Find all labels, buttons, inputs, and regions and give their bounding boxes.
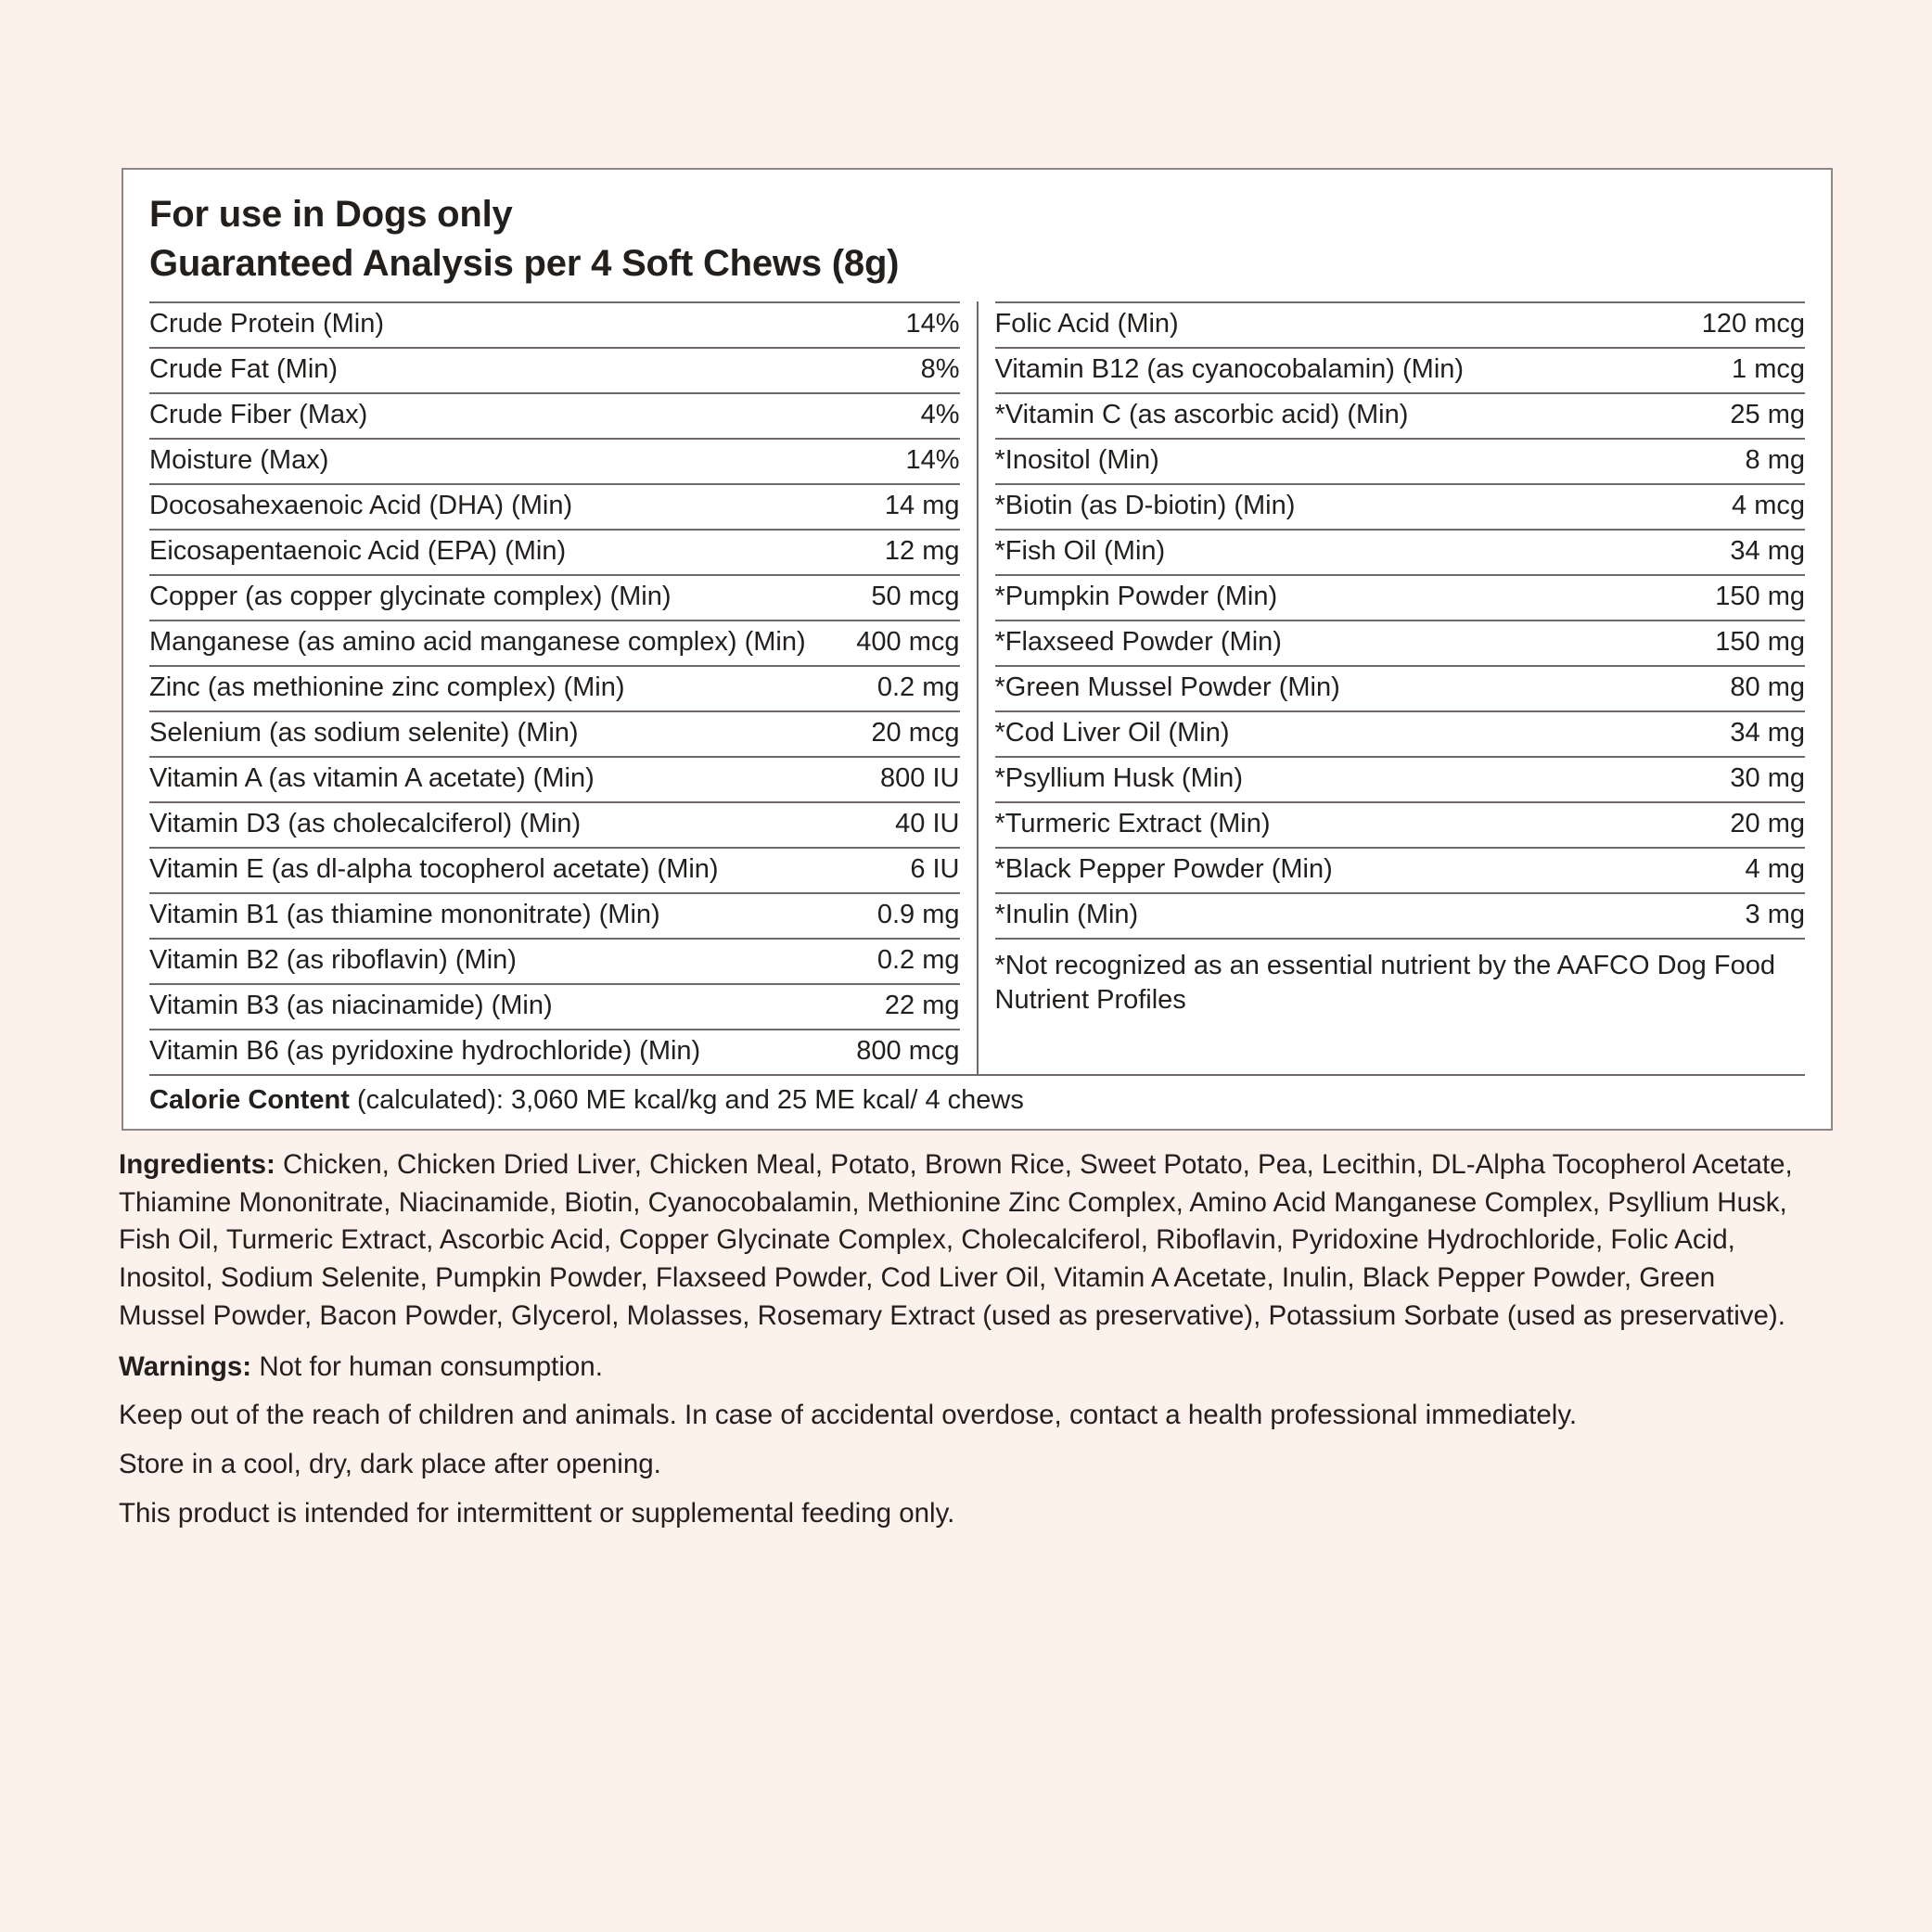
nutrient-name: Vitamin B6 (as pyridoxine hydrochloride) (Min)	[149, 1038, 701, 1066]
nutrient-name: Vitamin D3 (as cholecalciferol) (Min)	[149, 811, 582, 838]
guaranteed-analysis-grid	[149, 301, 1805, 1074]
nutrient-value: 34 mg	[1730, 718, 1805, 748]
guaranteed-analysis-row	[995, 392, 1806, 438]
nutrient-value: 800 mcg	[856, 1036, 960, 1067]
nutrient-value: 150 mg	[1715, 627, 1805, 658]
guaranteed-analysis-row	[995, 665, 1806, 710]
warnings-label: Warnings:	[119, 1350, 252, 1382]
label-body-copy	[119, 1146, 1798, 1543]
nutrient-name: *Turmeric Extract (Min)	[994, 811, 1271, 838]
guaranteed-analysis-row	[149, 847, 960, 892]
nutrient-value: 4 mg	[1745, 854, 1805, 885]
nutrient-value: 8%	[920, 354, 960, 385]
guaranteed-analysis-row	[995, 483, 1806, 529]
nutrient-value: 25 mg	[1730, 400, 1805, 430]
nutrient-name: Selenium (as sodium selenite) (Min)	[149, 720, 579, 748]
nutrient-name: Copper (as copper glycinate complex) (Min)	[149, 583, 672, 611]
nutrient-name: Folic Acid (Min)	[994, 311, 1179, 339]
nutrient-name: *Flaxseed Powder (Min)	[994, 629, 1282, 657]
nutrient-value: 80 mg	[1730, 672, 1805, 703]
nutrient-name: Manganese (as amino acid manganese complex) (Min)	[149, 629, 806, 657]
calorie-content-row	[149, 1074, 1805, 1116]
guaranteed-analysis-right-column	[977, 301, 1806, 1074]
nutrient-value: 50 mcg	[871, 582, 960, 612]
intermittent-feeding-paragraph: This product is intended for intermittent or supplemental feeding only.	[119, 1497, 955, 1529]
warnings-text: Not for human consumption.	[251, 1350, 603, 1382]
guaranteed-analysis-row	[149, 892, 960, 938]
storage-paragraph: Store in a cool, dry, dark place after opening.	[119, 1448, 661, 1479]
guaranteed-analysis-row	[149, 483, 960, 529]
guaranteed-analysis-row	[995, 438, 1806, 483]
nutrient-name: *Green Mussel Powder (Min)	[994, 674, 1340, 702]
ingredients-list: Chicken, Chicken Dried Liver, Chicken Meal, Potato, Brown Rice, Sweet Potato, Pea, Lecithin, DL-Alpha Tocopherol Acetate, Thiamine Mononitrate, Niacinamide, Biotin, Cyanocobalamin, Methionine Zinc Complex, Amino Acid Manganese Complex, Psyllium Husk, Fish Oil, Turmeric Extract, Ascorbic Acid, Copper Glycinate Complex, Cholecalciferol, Riboflavin, Pyridoxine Hydrochloride, Folic Acid, Inositol, Sodium Selenite, Pumpkin Powder, Flaxseed Powder, Cod Liver Oil, Vitamin A Acetate, Inulin, Black Pepper Powder, Green Mussel Powder, Bacon Powder, Glycerol, Molasses, Rosemary Extract (used as preservative), Potassium Sorbate (used as preservative).	[119, 1149, 1793, 1331]
calorie-content-label: Calorie Content	[149, 1085, 350, 1116]
guaranteed-analysis-row	[995, 710, 1806, 756]
nutrient-value: 6 IU	[910, 854, 960, 885]
guaranteed-analysis-row	[149, 529, 960, 574]
guaranteed-analysis-row	[149, 301, 960, 347]
warnings-paragraph	[119, 1349, 1798, 1387]
guaranteed-analysis-panel	[122, 168, 1833, 1131]
guaranteed-analysis-row	[149, 1029, 960, 1074]
nutrient-value: 12 mg	[884, 536, 960, 567]
guaranteed-analysis-row	[995, 301, 1806, 347]
nutrient-name: *Pumpkin Powder (Min)	[994, 583, 1278, 611]
nutrient-value: 14%	[905, 445, 960, 476]
guaranteed-analysis-left-column	[149, 301, 960, 1074]
nutrient-name: *Psyllium Husk (Min)	[994, 765, 1243, 793]
nutrient-value: 22 mg	[884, 991, 960, 1021]
guaranteed-analysis-row	[149, 938, 960, 983]
nutrient-value: 150 mg	[1715, 582, 1805, 612]
nutrient-name: *Cod Liver Oil (Min)	[994, 720, 1230, 748]
nutrient-name: *Inulin (Min)	[994, 902, 1139, 929]
nutrient-value: 40 IU	[895, 809, 960, 839]
guaranteed-analysis-row	[995, 347, 1806, 392]
guaranteed-analysis-row	[149, 347, 960, 392]
nutrient-name: Zinc (as methionine zinc complex) (Min)	[149, 674, 625, 702]
nutrient-value: 0.9 mg	[876, 900, 960, 930]
nutrient-value: 20 mcg	[871, 718, 960, 748]
nutrient-value: 0.2 mg	[876, 945, 960, 976]
nutrient-name: Docosahexaenoic Acid (DHA) (Min)	[149, 493, 573, 520]
nutrient-name: Eicosapentaenoic Acid (EPA) (Min)	[149, 538, 567, 566]
nutrient-name: *Vitamin C (as ascorbic acid) (Min)	[994, 402, 1409, 429]
nutrient-name: Vitamin B2 (as riboflavin) (Min)	[149, 947, 517, 975]
nutrient-name: Vitamin A (as vitamin A acetate) (Min)	[149, 765, 595, 793]
guaranteed-analysis-row	[995, 801, 1806, 847]
nutrient-value: 800 IU	[880, 763, 960, 794]
nutrient-value: 34 mg	[1730, 536, 1805, 567]
nutrient-value: 14%	[905, 309, 960, 339]
nutrient-value: 20 mg	[1730, 809, 1805, 839]
nutrient-name: Moisture (Max)	[149, 447, 329, 475]
nutrient-name: Crude Fiber (Max)	[149, 402, 368, 429]
guaranteed-analysis-row	[995, 847, 1806, 892]
nutrient-value: 120 mcg	[1701, 309, 1805, 339]
guaranteed-analysis-row	[149, 438, 960, 483]
nutrient-name: *Fish Oil (Min)	[994, 538, 1166, 566]
guaranteed-analysis-row	[149, 574, 960, 620]
guaranteed-analysis-row	[149, 620, 960, 665]
guaranteed-analysis-row	[149, 710, 960, 756]
nutrient-value: 1 mcg	[1732, 354, 1805, 385]
guaranteed-analysis-row	[995, 529, 1806, 574]
guaranteed-analysis-row	[995, 574, 1806, 620]
nutrient-value: 4 mcg	[1732, 491, 1805, 521]
nutrient-value: 4%	[920, 400, 960, 430]
panel-title-line-2: Guaranteed Analysis per 4 Soft Chews (8g)	[149, 243, 900, 285]
guaranteed-analysis-row	[149, 665, 960, 710]
nutrient-name: *Biotin (as D-biotin) (Min)	[994, 493, 1296, 520]
aafco-footnote: *Not recognized as an essential nutrient by the AAFCO Dog Food Nutrient Profiles	[995, 938, 1806, 1017]
ingredients-paragraph	[119, 1146, 1798, 1336]
guaranteed-analysis-row	[995, 892, 1806, 938]
nutrient-value: 3 mg	[1745, 900, 1805, 930]
nutrient-name: Vitamin B1 (as thiamine mononitrate) (Min)	[149, 902, 660, 929]
nutrient-name: Vitamin B3 (as niacinamide) (Min)	[149, 992, 553, 1020]
nutrient-value: 400 mcg	[856, 627, 960, 658]
nutrient-value: 14 mg	[884, 491, 960, 521]
nutrient-name: Vitamin B12 (as cyanocobalamin) (Min)	[994, 356, 1465, 384]
ingredients-label: Ingredients:	[119, 1149, 275, 1180]
guaranteed-analysis-row	[149, 392, 960, 438]
nutrient-value: 0.2 mg	[876, 672, 960, 703]
nutrient-name: *Black Pepper Powder (Min)	[994, 856, 1333, 884]
guaranteed-analysis-row	[149, 801, 960, 847]
guaranteed-analysis-row	[995, 756, 1806, 801]
nutrient-name: Vitamin E (as dl-alpha tocopherol acetate) (Min)	[149, 856, 719, 884]
nutrient-value: 8 mg	[1745, 445, 1805, 476]
nutrient-name: Crude Protein (Min)	[149, 311, 385, 339]
keep-out-of-reach-paragraph: Keep out of the reach of children and animals. In case of accidental overdose, contact a health professional immediately.	[119, 1400, 1578, 1431]
guaranteed-analysis-row	[995, 620, 1806, 665]
panel-title-line-1: For use in Dogs only	[149, 194, 513, 235]
nutrient-name: *Inositol (Min)	[994, 447, 1159, 475]
guaranteed-analysis-row	[149, 756, 960, 801]
nutrient-value: 30 mg	[1730, 763, 1805, 794]
calorie-content-value: (calculated): 3,060 ME kcal/kg and 25 ME kcal/ 4 chews	[349, 1085, 1024, 1116]
nutrient-name: Crude Fat (Min)	[149, 356, 339, 384]
guaranteed-analysis-row	[149, 983, 960, 1029]
